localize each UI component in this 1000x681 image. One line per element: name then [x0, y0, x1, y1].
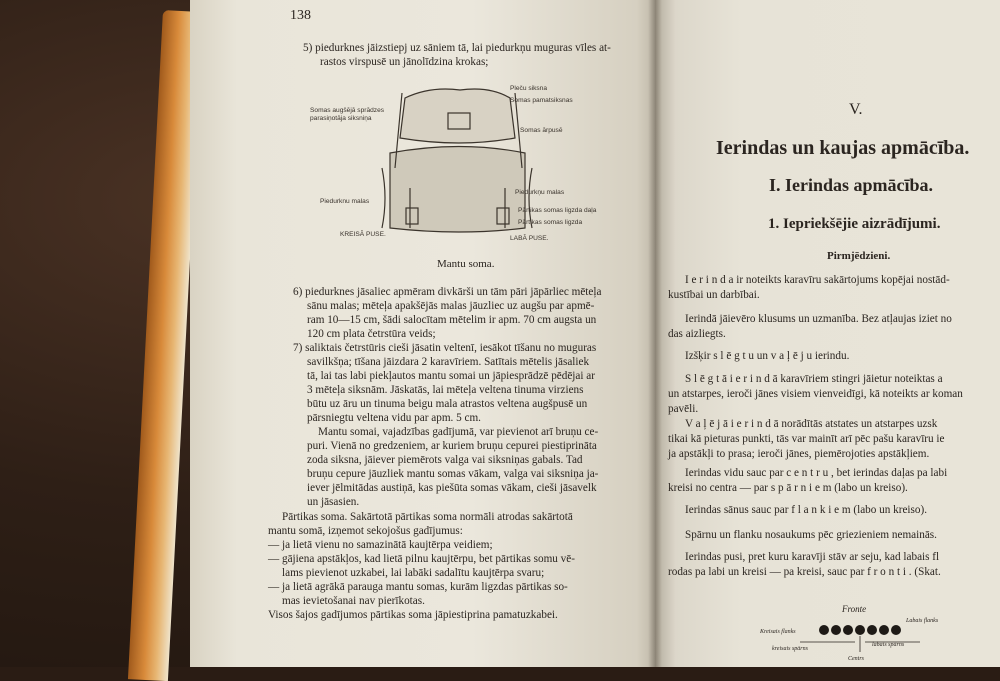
- soldier-dot: [831, 625, 841, 635]
- body-line: būtu uz āru un tinuma beigu mala atrastos veltena augšpusē un: [307, 398, 588, 410]
- label-left-lower: Piedurknu malas: [320, 198, 370, 205]
- paragraph-line: Ierindas vidu sauc par c e n t r u , bet ierindas daļas pa labi: [685, 467, 948, 479]
- label-lid-strap-left: parasiņotāja siksniņa: [310, 115, 372, 122]
- body-line: tā, lai tas labi piekļautos mantu somai un jāpiesprādzē pēdējai ar: [307, 370, 595, 382]
- subheading: Pirmjēdzieni.: [827, 250, 891, 262]
- body-line: 7) saliktais četrstūris cieši jāsatin veltenī, iesākot tīšanu no muguras: [293, 342, 597, 354]
- paragraph-line: I e r i n d a ir noteikts karavīru sakārtojums kopējai nostād-: [685, 274, 950, 286]
- right-flank-label: Labais flanks: [906, 618, 939, 624]
- label-food-bag: Pārtikas somas ligzda daļa: [518, 207, 597, 214]
- left-flank-label: Kreisais flanks: [760, 629, 796, 635]
- right-wing-label: labais spārns: [872, 642, 905, 648]
- body-line: — ja lietā vienu no samazinātā kaujtērpa veidiem;: [268, 539, 493, 551]
- page-number: 138: [290, 8, 311, 23]
- soldier-dot: [855, 625, 865, 635]
- paragraph-line: tikai kā pieturas punkti, tās var mainīt arī pēc pašu karavīru ie: [668, 433, 945, 445]
- label-left-side: KREISĀ PUSE.: [340, 231, 386, 238]
- front-label: Fronte: [842, 604, 867, 614]
- paragraph-line: V a ļ ē j ā i e r i n d ā norādītās atstates un atstarpes uzsk: [685, 418, 938, 430]
- body-line: Pārtikas soma. Sakārtotā pārtikas soma normāli atrodas sakārtotā: [282, 511, 573, 523]
- paragraph-line: Ierindas pusi, pret kuru karavīji stāv ar seju, kad labais fl: [685, 551, 940, 563]
- paragraph-line: un atstarpes, ieroči jānes visiem vienveidīgi, kā noteikts ar koman: [668, 388, 963, 400]
- chapter-title: Ierindas un kaujas apmācība.: [716, 137, 970, 159]
- label-body: Somas ārpusē: [520, 127, 563, 134]
- body-line: savilkšņa; tīšana jāizdara 2 karavīriem. Satītais mētelis jāsaliek: [307, 356, 590, 368]
- paragraph-line: Ierindā jāievēro klusums un uzmanība. Bez atļaujas iziet no: [685, 313, 952, 325]
- body-line: zoda siksna, jāiever piemērots valga vai siksniņas gabals. Tad: [307, 454, 583, 466]
- body-line: 120 cm plata četrstūra veids;: [307, 328, 436, 340]
- backpack-illustration: [310, 78, 640, 248]
- label-shoulder-straps: Pleču siksna: [510, 85, 548, 92]
- body-line: puri. Vienā no gredzeniem, ar kuriem bruņu cepurei piestiprināta: [307, 440, 597, 452]
- center-label: Centrs: [848, 656, 865, 662]
- body-line: iever jēlmitādas austiņā, kas piešūta somas vākam, cieši jāsavelk: [307, 482, 597, 494]
- body-line: sānu malas; mēteļa apakšējās malas jāuzliec uz augšu par apmē-: [307, 300, 595, 312]
- body-line: ram 10—15 cm, šādi salocītam mētelim ir apm. 70 cm augsta un: [307, 314, 597, 326]
- body-line: bruņu cepure jāuzliek mantu somas vākam, valga vai siksniņa ja-: [307, 468, 599, 480]
- section-title: I. Ierindas apmācība.: [769, 175, 934, 195]
- label-right-side: LABĀ PUSE.: [510, 235, 549, 242]
- body-line: mas ievietošanai nav pierīkotas.: [282, 595, 425, 607]
- paragraph-line: ja apstākļi to prasa; ieroči jānes, piemērojoties apstākļiem.: [668, 448, 930, 460]
- body-line: Mantu somai, vajadzības gadījumā, var pievienot arī bruņu ce-: [318, 426, 599, 438]
- subsection-title: 1. Iepriekšējie aizrādījumi.: [768, 216, 941, 232]
- body-line: un jāsasien.: [307, 496, 360, 508]
- body-line: pārsniegtu veltena vidu par apm. 5 cm.: [307, 412, 481, 424]
- step-5-line-2: rastos virspusē un jānolīdzina krokas;: [320, 56, 489, 68]
- paragraph-line: kustībai un darbībai.: [668, 289, 760, 301]
- body-line: mantu somā, izņemot sekojošus gadījumus:: [268, 525, 463, 537]
- label-strap-side: Piedurkņu malas: [515, 189, 565, 196]
- paragraph-line: Ierindas sānus sauc par f l a n k i e m (labo un kreiso).: [685, 504, 928, 516]
- paragraph-line: Izšķir s l ē g t u un v a ļ ē j u ierindu.: [685, 350, 850, 362]
- body-line: 3 mēteļa siksnām. Jāskatās, lai mēteļa veltena tinuma virziens: [307, 384, 584, 396]
- body-line: lams pievienot uzkabei, lai labāki sadalītu kaujtērpa svaru;: [282, 567, 545, 579]
- label-lid-strap: Somas pamatsiksnas: [510, 97, 573, 104]
- formation-diagram: [760, 600, 1000, 667]
- body-line: — ja lietā agrākā parauga mantu somas, kurām ligzdas pārtikas so-: [268, 581, 568, 593]
- paragraph-line: das aizliegts.: [668, 328, 726, 340]
- figure-caption: Mantu soma.: [437, 258, 495, 270]
- step-5-line-1: 5) piedurknes jāizstiepj uz sāniem tā, lai piedurkņu muguras vīles at-: [303, 42, 611, 54]
- paragraph-line: kreisi no centra — par s p ā r n i e m (labo un kreiso).: [668, 482, 908, 494]
- paragraph-line: pavēli.: [668, 403, 699, 415]
- body-line: — gājiena apstākļos, kad lietā pilnu kaujtērpu, bet pārtikas somu vē-: [268, 553, 575, 565]
- label-upper-strap: Somas augšējā sprādzes: [310, 107, 385, 114]
- soldier-dot: [819, 625, 829, 635]
- paragraph-line: Spārnu un flanku nosaukums pēc griezieniem nemainās.: [685, 529, 937, 541]
- soldier-dot: [843, 625, 853, 635]
- soldier-dot: [891, 625, 901, 635]
- book-gutter: [648, 0, 662, 667]
- body-line: 6) piedurknes jāsalieс apmēram divkārši un tām pāri jāpārliec mēteļa: [293, 286, 602, 298]
- label-food-bag-2: Pārtikas somas ligzda: [518, 219, 583, 226]
- paragraph-line: S l ē g t ā i e r i n d ā karavīriem stingri jāietur noteiktas a: [685, 373, 943, 385]
- soldier-dot: [867, 625, 877, 635]
- paragraph-line: rodas pa labi un kreisi — pa kreisi, sauc par f r o n t i . (Skat.: [668, 566, 941, 578]
- chapter-number: V.: [849, 101, 863, 118]
- body-line: Visos šajos gadījumos pārtikas soma jāpiestiprina pamatuzkabei.: [268, 609, 558, 621]
- left-wing-label: kreisais spārns: [772, 646, 808, 652]
- soldier-dot: [879, 625, 889, 635]
